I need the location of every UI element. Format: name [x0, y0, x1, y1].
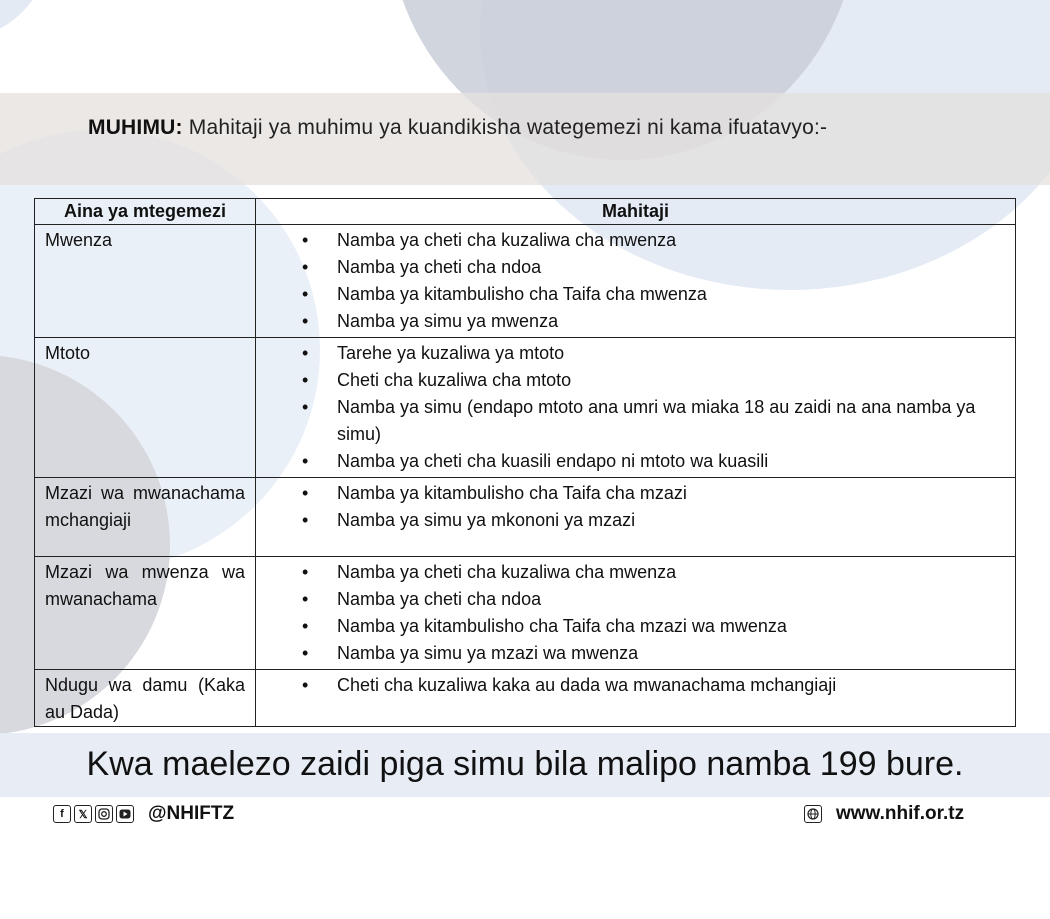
- table-row: [35, 670, 1016, 727]
- social-links: [53, 803, 234, 825]
- social-handle[interactable]: @NHIFTZ: [148, 803, 235, 824]
- hotline-message: Kwa maelezo zaidi piga simu bila malipo namba 199 bure.: [86, 745, 964, 783]
- column-header-type: Aina ya mtegemezi: [35, 199, 256, 225]
- requirements-cell: [256, 478, 1016, 557]
- list-item: • Namba ya kitambulisho cha Taifa cha mwenza: [256, 281, 1007, 308]
- requirements-cell: [256, 338, 1016, 478]
- table-row: [35, 557, 1016, 670]
- list-item: • Namba ya cheti cha ndoa: [256, 254, 1007, 281]
- x-icon[interactable]: 𝕏: [74, 805, 92, 823]
- list-item: • Namba ya cheti cha kuzaliwa cha mwenza: [256, 227, 1007, 254]
- list-item: • Namba ya cheti cha kuasili endapo ni mtoto wa kuasili: [256, 448, 1007, 475]
- list-item: • Namba ya cheti cha ndoa: [256, 586, 1007, 613]
- list-item: • Namba ya simu ya mzazi wa mwenza: [256, 640, 1007, 667]
- list-item: • Namba ya simu (endapo mtoto ana umri wa miaka 18 au zaidi na ana namba ya simu): [256, 394, 1007, 448]
- list-item: • Cheti cha kuzaliwa kaka au dada wa mwanachama mchangiaji: [256, 672, 1007, 699]
- facebook-icon[interactable]: f: [53, 805, 71, 823]
- requirements-cell: [256, 670, 1016, 727]
- list-item: • Namba ya cheti cha kuzaliwa cha mwenza: [256, 559, 1007, 586]
- list-item: • Cheti cha kuzaliwa cha mtoto: [256, 367, 1007, 394]
- list-item: • Namba ya simu ya mkononi ya mzazi: [256, 507, 1007, 534]
- dependent-type: Mzazi wa mwanachama mchangiaji: [35, 478, 256, 557]
- dependent-type: Ndugu wa damu (Kaka au Dada): [35, 670, 256, 727]
- dependent-type: Mwenza: [35, 225, 256, 338]
- table-header-row: [35, 199, 1016, 225]
- requirements-cell: [256, 225, 1016, 338]
- list-item: • Namba ya simu ya mwenza: [256, 308, 1007, 335]
- list-item: • Namba ya kitambulisho cha Taifa cha mzazi wa mwenza: [256, 613, 1007, 640]
- globe-icon: [804, 805, 822, 823]
- dependent-type: Mzazi wa mwenza wa mwanachama: [35, 557, 256, 670]
- table-row: [35, 338, 1016, 478]
- requirements-cell: [256, 557, 1016, 670]
- list-item: • Tarehe ya kuzaliwa ya mtoto: [256, 340, 1007, 367]
- notice-label: MUHIMU:: [88, 116, 183, 139]
- dependent-type: Mtoto: [35, 338, 256, 478]
- website-url[interactable]: www.nhif.or.tz: [836, 803, 965, 824]
- youtube-icon[interactable]: [116, 805, 134, 823]
- requirements-table: [34, 198, 1016, 727]
- instagram-icon[interactable]: [95, 805, 113, 823]
- column-header-requirements: Mahitaji: [256, 199, 1016, 225]
- table-row: [35, 225, 1016, 338]
- notice-text: [88, 116, 827, 140]
- list-item: • Namba ya kitambulisho cha Taifa cha mzazi: [256, 480, 1007, 507]
- website-link: [804, 803, 964, 825]
- notice-body: Mahitaji ya muhimu ya kuandikisha wategemezi ni kama ifuatavyo:-: [188, 116, 828, 139]
- background-circle: [0, 0, 50, 40]
- table-row: [35, 478, 1016, 557]
